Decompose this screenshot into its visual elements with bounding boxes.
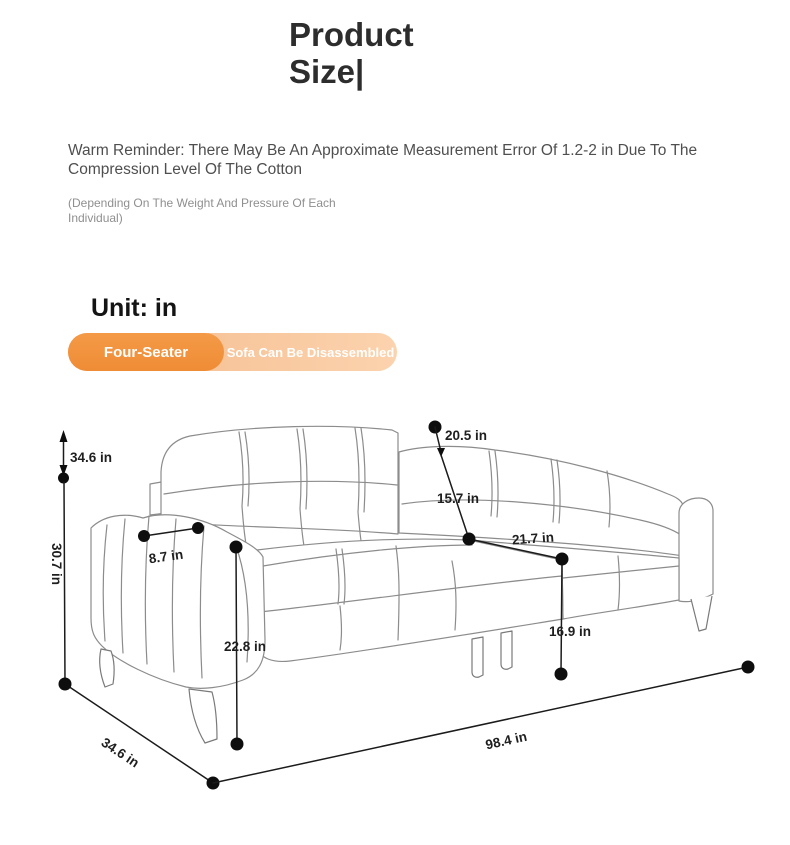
middle-leg-left [472, 637, 483, 677]
measurement-label-headrest-height: 20.5 in [445, 428, 488, 443]
measurement-label-armrest-top-width: 8.7 in [147, 546, 185, 567]
left-seat [257, 539, 563, 661]
reminder-note-text: (Depending On The Weight And Pressure Of Each Individual) [68, 196, 336, 225]
warm-reminder-text: Warm Reminder: There May Be An Approximate Measurement Error Of 1.2-2 in Due To The Compression Level Of The Cotton [68, 142, 698, 178]
unit-label: Unit: in [91, 294, 178, 322]
tab-disassemble-note[interactable]: Sofa Can Be Disassembled [226, 344, 395, 360]
measurement-label-sofa-length: 98.4 in [484, 728, 529, 753]
measurement-label-seat-depth: 21.7 in [511, 529, 555, 548]
measurement-label-sofa-depth: 34.6 in [98, 734, 142, 771]
measurement-total-back-height [58, 430, 112, 484]
tab-four-seater[interactable]: Four-Seater [68, 333, 224, 371]
left-front-leg [189, 689, 217, 743]
left-rear-leg [100, 649, 114, 687]
page-title-line1: Product [289, 16, 414, 53]
measurement-label-arm-height: 22.8 in [223, 639, 267, 654]
measurement-seat-back-height [49, 482, 65, 684]
middle-leg-right [501, 631, 512, 669]
right-armrest [679, 498, 713, 602]
measurement-label-backrest-height: 15.7 in [436, 491, 480, 506]
measurement-label-seat-height: 16.9 in [548, 624, 592, 639]
page-title-line2: Size| [289, 53, 365, 90]
right-leg [691, 596, 712, 631]
measurement-sofa-length [213, 661, 755, 784]
measurement-label-total-back-height: 34.6 in [70, 450, 113, 465]
measurement-label-seat-back-height: 30.7 in [49, 543, 64, 586]
left-armrest [91, 515, 265, 689]
